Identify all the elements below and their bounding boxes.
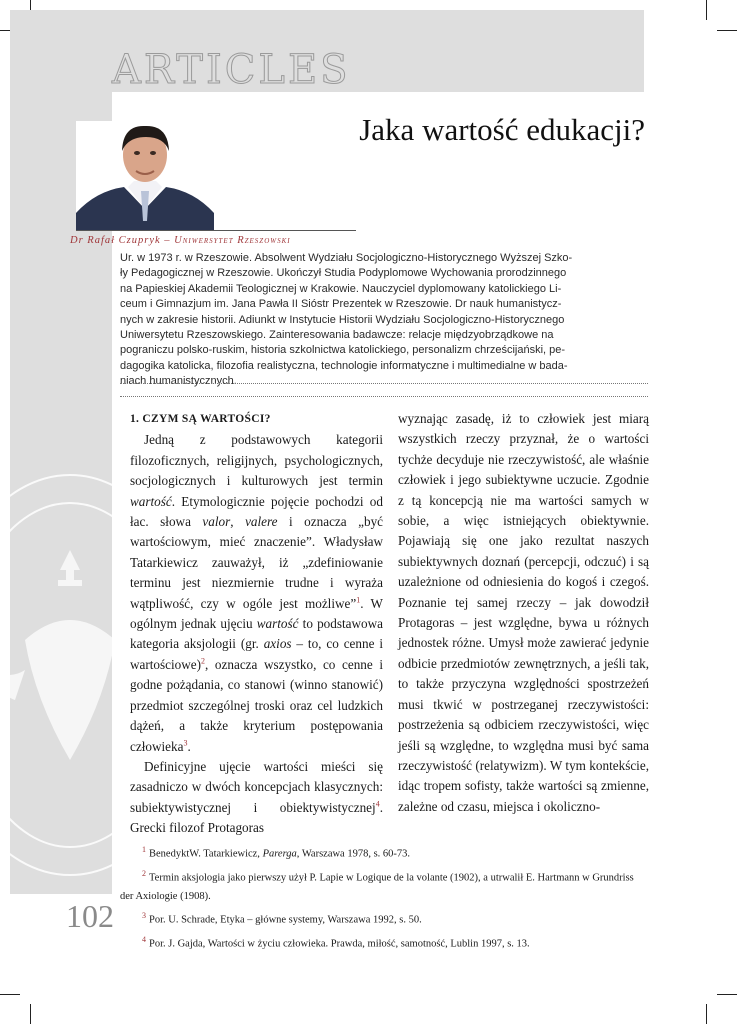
section-heading: 1. CZYM SĄ WARTOŚCI? (130, 413, 271, 425)
bio-line: Ur. w 1973 r. w Rzeszowie. Absolwent Wydziału Socjologiczno-Historycznego Wyższej Szko- (120, 252, 573, 264)
bio-line: ły Pedagogicznej w Rzeszowie. Ukończył Studia Podyplomowe Wychowania prorodzinnego (120, 267, 567, 280)
crop-mark (0, 994, 20, 995)
author-affiliation: Uniwersytet Rzeszowski (174, 235, 291, 246)
author-divider (76, 230, 356, 231)
section-title: ARTICLES (112, 47, 351, 93)
footnote-ref[interactable]: 2 (201, 656, 206, 666)
bio-line: nych w zakresie historii. Adiunkt w Instytucie Historii Wydziału Socjologiczno-Historycznego (120, 313, 565, 326)
footnote: $^4$ Por. J. Gajda, Wartości w życiu człowieka. Prawda, miłość, samotność, Lublin 1997, s. 13. (142, 934, 530, 949)
author-line (70, 235, 291, 246)
right-column (398, 409, 649, 817)
crop-mark (30, 1004, 31, 1024)
paragraph: Definicyjne ujęcie wartości mieści się zasadniczo w dwóch koncepcjach klasycznych: subiektywistycznej i obiektywistycznej$^4$. Grecki filozof Protagoras (130, 758, 383, 836)
footnote: $^2$ Termin aksjologia jako pierwszy użył P. Lapie w Logique de la volante (1902), a utrwalił E. Hartmann w Grundriss der Axiologie (1908). (120, 868, 634, 902)
bio-line: pograniczu polsko-ruskim, historia szkolnictwa katolickiego, personalizm chrześcijański, pe- (120, 344, 566, 357)
crop-mark (706, 1004, 707, 1024)
footnote-ref[interactable]: 1 (356, 595, 361, 605)
footnotes (120, 840, 648, 953)
bio-line: Uniwersytetu Rzeszowskiego. Zainteresowania badawcze: relacje międzyobrządkowe na (120, 329, 554, 342)
author-photo (76, 121, 214, 230)
university-seal-watermark (10, 470, 112, 880)
dotted-divider (120, 396, 648, 397)
paragraph: wyznając zasadę, iż to człowiek jest miarą wszystkich rzeczy przyznał, że o wartości tychże decyduje nie rzeczywistość, ale właśnie człowiek i jego subiektywne uczucie. Zgodnie z tą koncepcją nie ma wartości samych w sobie, a więc istniejących obiektywnie. Pojawiają się one jako rezultat naszych subiektywnych doznań (percepcji, odczuć) i są uzależnione od odniesienia do kogoś i czegoś. Poznanie tej samej rzeczy – jak dowodził Protagoras – jest względne, bywa u różnych jednostek różne. Umysł może zawierać jedynie odbicie przedmiotów zewnętrznych, a jeśli tak, to także przyczyna względności spostrzeżeń musi tkwić w postrzeganej rzeczywistości: postrzeżenia są odbiciem rzeczywistości, więc jeśli są względne, to względna musi być sama rzeczywistość (relatywizm). W tym kontekście, idąc tropem sofisty, także wartości są zmienne, zależne od czasu, miejsca i okoliczno- (398, 411, 649, 814)
crop-mark (717, 994, 737, 995)
author-separator: – (160, 235, 175, 246)
article-title: Jaka wartość edukacji? (359, 112, 645, 147)
side-band (10, 230, 112, 894)
footnote-ref[interactable]: 4 (375, 799, 380, 809)
crop-mark (717, 30, 737, 31)
bio-line: ceum i Gimnazjum im. Jana Pawła II Sióstr Prezentek w Rzeszowie. Dr nauk humanistycz- (120, 298, 562, 311)
crop-mark (706, 0, 707, 20)
paragraph: Jedną z podstawowych kategorii filozoficznych, religijnych, psychologicznych, socjologicznych i kulturowych jest termin wartość. Etymologicznie pojęcie pochodzi od łac. słowa valor, valere i oznacza „być wartościowym, mieć znaczenie”. Władysław Tatarkiewicz zauważył, iż „zdefiniowanie terminu jest niezmiernie trudne i wyraża wątpliwość, czy w ogóle jest możliwe”$^1$. W ogólnym jednak ujęciu wartość to podstawowa kategoria aksjologii (gr. axios – to, co cenne i wartościowe)$^2$, oznacza wszystko, co cenne i godne pożądania, co stanowi (winno stanowić) przedmiot szczególnej troski oraz cel ludzkich dążeń, a także kryterium postępowania człowieka$^3$. (130, 432, 384, 754)
footnote-ref[interactable]: 3 (183, 738, 188, 748)
bio-line: niach humanistycznych. (120, 375, 237, 388)
page-number: 102 (66, 898, 114, 934)
footnote: $^1$ BenedyktW. Tatarkiewicz, Parerga, Warszawa 1978, s. 60-73. (142, 845, 411, 860)
footnote: $^3$ Por. U. Schrade, Etyka – główne systemy, Warszawa 1992, s. 50. (142, 911, 422, 926)
dotted-divider (120, 383, 648, 384)
author-bio (120, 251, 648, 390)
bio-line: dagogika katolicka, filozofia realistyczna, technologie informatyczne i multimedialne w bada- (120, 359, 568, 372)
left-column (130, 409, 383, 839)
author-name: Dr Rafał Czupryk (70, 235, 161, 246)
bio-line: na Papieskiej Akademii Teologicznej w Krakowie. Nauczyciel dyplomowany katolickiego Li- (120, 282, 562, 295)
